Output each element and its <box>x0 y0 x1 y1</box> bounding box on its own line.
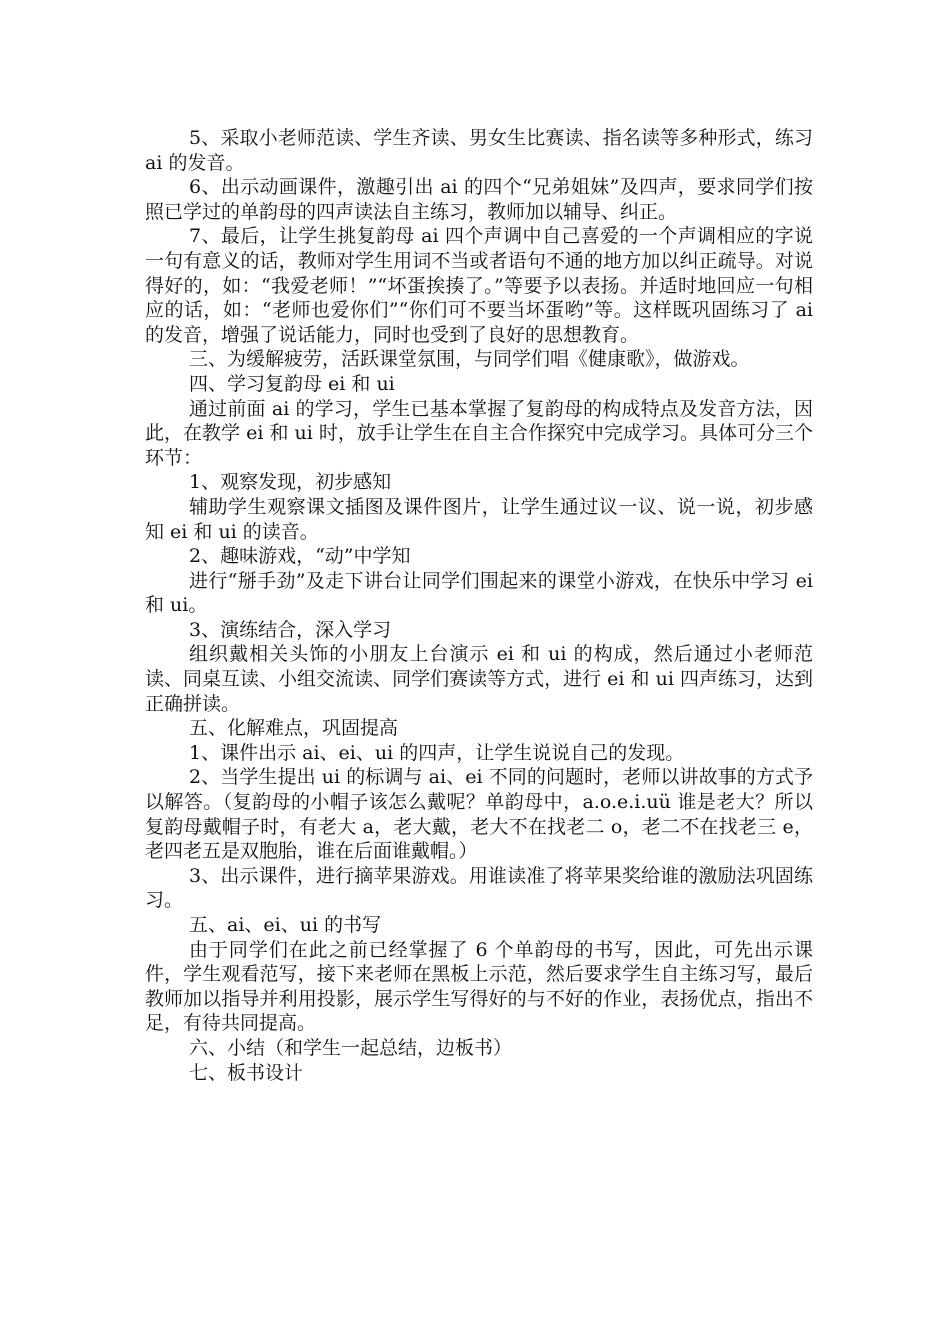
section-heading-7: 七、板书设计 <box>189 1061 304 1084</box>
paragraph-difficulty-1: 1、课件出示 ai、ei、ui 的四声，让学生说说自己的发现。 <box>189 741 685 764</box>
paragraph-game: 进行“掰手劲”及走下讲台让同学们围起来的课堂小游戏，在快乐中学习 ei 和 ui。 <box>145 569 820 617</box>
document-body <box>145 126 820 1085</box>
section-heading-6: 六、小结（和学生一起总结，边板书） <box>189 1036 513 1059</box>
paragraph-writing: 由于同学们在此之前已经掌握了 6 个单韵母的书写，因此，可先出示课件，学生观看范写，接下来老师在黑板上示范，然后要求学生自主练习写，最后教师加以指导并利用投影，展示学生写得好的与不好的作业，表扬优点，指出不足，有待共同提高。 <box>145 938 813 1035</box>
paragraph-observe: 辅助学生观察课文插图及课件图片，让学生通过议一议、说一说，初步感知 ei 和 ui 的读音。 <box>145 495 813 543</box>
section-heading-5a: 五、化解难点，巩固提高 <box>189 717 399 740</box>
paragraph-intro-ei-ui: 通过前面 ai 的学习，学生已基本掌握了复韵母的构成特点及发音方法，因此，在教学 ei 和 ui 时，放手让学生在自主合作探究中完成学习。具体可分三个环节： <box>145 397 813 469</box>
subheading-practice: 3、演练结合，深入学习 <box>189 618 392 641</box>
paragraph-difficulty-2: 2、当学生提出 ui 的标调与 ai、ei 不同的问题时，老师以讲故事的方式予以解答。（复韵母的小帽子该怎么戴呢？单韵母中，a.o.e.i.uü 谁是老大？所以复韵母戴帽子时，有老大 a，老大戴，老大不在找老二 o，老二不在找老三 e，老四老五是双胞胎，谁在后面谁戴帽。） <box>145 766 813 863</box>
subheading-observe: 1、观察发现，初步感知 <box>189 471 392 494</box>
paragraph-step-6: 6、出示动画课件，激趣引出 ai 的四个“兄弟姐妹”及四声，要求同学们按照已学过的单韵母的四声读法自主练习，教师加以辅导、纠正。 <box>145 176 813 223</box>
paragraph-difficulty-3: 3、出示课件，进行摘苹果游戏。用谁读准了将苹果奖给谁的激励法巩固练习。 <box>145 864 813 912</box>
paragraph-step-5: 5、采取小老师范读、学生齐读、男女生比赛读、指名读等多种形式，练习 ai 的发音。 <box>145 127 820 174</box>
section-heading-4: 四、学习复韵母 ei 和 ui <box>189 372 395 395</box>
subheading-game: 2、趣味游戏，“动”中学知 <box>189 545 411 568</box>
section-heading-3: 三、为缓解疲劳，活跃课堂氛围，与同学们唱《健康歌》，做游戏。 <box>189 348 750 371</box>
paragraph-practice: 组织戴相关头饰的小朋友上台演示 ei 和 ui 的构成，然后通过小老师范读、同桌互读、小组交流读、同学们赛读等方式，进行 ei 和 ui 四声练习，达到正确拼读。 <box>145 643 813 715</box>
paragraph-step-7: 7、最后，让学生挑复韵母 ai 四个声调中自己喜爱的一个声调相应的字说一句有意义的话，教师对学生用词不当或者语句不通的地方加以纠正疏导。对说得好的，如：“我爱老师！”“坏蛋挨揍了。”等要予以表扬。并适时地回应一句相应的话，如：“老师也爱你们”“你们可不要当坏蛋哟”等。这样既巩固练习了 ai 的发音，增强了说话能力，同时也受到了良好的思想教育。 <box>145 225 820 346</box>
section-heading-5b: 五、ai、ei、ui 的书写 <box>189 914 382 936</box>
